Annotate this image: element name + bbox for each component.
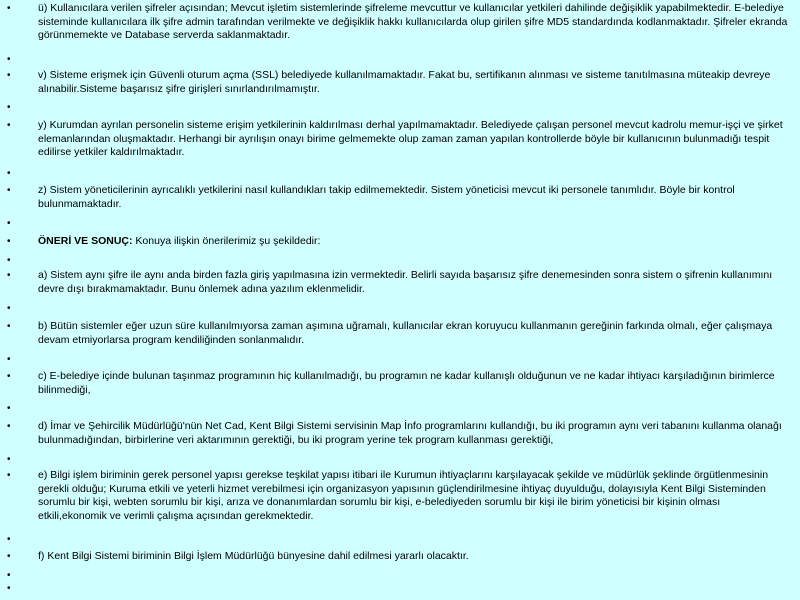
bullet-dot-icon: • [7,70,11,81]
paragraph-text: b) Bütün sistemler eğer uzun süre kullanılmıyorsa zaman aşımına uğramalı, kullanıcılar ekran koruyucu kullanmanın gereğinin farkında olmalı, eğer çalışmaya devam etmiyorlarsa program kendiliğinden sonlanmalıdır. [38,320,773,346]
list-item-text [38,420,790,447]
bullet-dot-icon: • [7,403,11,414]
bullet-dot-icon: • [7,120,11,131]
list-item-text [38,119,790,160]
paragraph-text: v) Sisteme erişmek için Güvenli oturum açma (SSL) belediyede kullanılmamaktadır. Fakat bu, sertifikanın alınması ve sisteme tanıtılmasına müteakip devreye alınabilir.Sisteme başarısız şifre girişleri sınırlandırılmamıştır. [38,69,771,95]
list-item-text [38,550,790,564]
bullet-dot-icon: • [7,371,11,382]
paragraph-text: f) Kent Bilgi Sistemi biriminin Bilgi İşlem Müdürlüğü bünyesine dahil edilmesi yararlı olacaktır. [38,550,469,562]
bullet-dot-icon: • [7,470,11,481]
paragraph-text: e) Bilgi işlem biriminin gerek personel yapısı gerekse teşkilat yapısı itibari ile Kurumun ihtiyaçlarını karşılayacak şekilde ve müdürlük şeklinde örgütlenmesinin gerekli olduğu; Kuruma etkili ve yeterli hizmet verebilmesi için organizasyon yapısının güçlendirilmesine ihtiyaç duyulduğu, dolayısıyla Kent Bilgi Sisteminden sorumlu bir kişi, webten sorumlu bir kişi, arıza ve donanımlardan sorumlu bir kişi, e-belediyeden sorumlu bir kişi ile birim yöneticisi bir kişinin olması etkili,ekonomik ve verimli çalışma açısından gerekmektedir. [38,469,769,522]
paragraph-text: Konuya ilişkin önerilerimiz şu şekildedir: [132,235,321,247]
bullet-dot-icon: • [7,583,11,594]
list-item-text [38,69,790,96]
bullet-dot-icon: • [7,270,11,281]
bullet-dot-icon: • [7,303,11,314]
bullet-dot-icon: • [7,3,11,14]
bullet-dot-icon: • [7,321,11,332]
bullet-dot-icon: • [7,454,11,465]
list-item-text [38,2,790,43]
bullet-dot-icon: • [7,255,11,266]
bullet-dot-icon: • [7,534,11,545]
bullet-dot-icon: • [7,354,11,365]
paragraph-text: z) Sistem yöneticilerinin ayrıcalıklı yetkilerini nasıl kullandıkları takip edilmemektedir. Sistem yöneticisi mevcut iki personele tanımlıdır. Böyle bir kontrol bulunmamaktadır. [38,184,735,210]
bullet-dot-icon: • [7,54,11,65]
paragraph-text: a) Sistem aynı şifre ile aynı anda birden fazla giriş yapılmasına izin vermektedir. Belirli sayıda başarısız şifre denemesinden sonra sistem o şifrenin kullanımını devre dışı bırakmamaktadır. Bunu önlemek adına yazılım eklenmelidir. [38,269,773,295]
bullet-dot-icon: • [7,551,11,562]
bullet-dot-icon: • [7,218,11,229]
paragraph-text: ü) Kullanıcılara verilen şifreler açısından; Mevcut işletim sistemlerinde şifreleme mevcuttur ve kullanıcılar yetkileri dahilinde değişiklik yapabilmektedir. E-belediye sisteminde kullanıcılara ilk şifre admin tarafından verilmekte ve değişiklik hakkı kullanıcılarda olup girilen şifre MD5 standardında kodlanmaktadır. Şifreler ekranda görünmemekte ve Database serverda saklanmaktadır. [38,2,788,41]
paragraph-text: y) Kurumdan ayrılan personelin sisteme erişim yetkilerinin kaldırılması derhal yapılmamaktadır. Belediyede çalışan personel mevcut kadrolu memur-işçi ve şirket elemanlarından oluşmaktadır. Herhangi bir ayrılışın onayı birime gelmemekte olup zaman zaman yapılan kontrollerde böyle bir kullanıcının bulunmadığı tespit edilirse yetkiler kaldırılmaktadır. [38,119,783,158]
bullet-dot-icon: • [7,421,11,432]
bullet-dot-icon: • [7,168,11,179]
list-item-text [38,469,790,523]
bullet-dot-icon: • [7,185,11,196]
paragraph-text: c) E-belediye içinde bulunan taşınmaz programının hiç kullanılmadığı, bu programın ne kadar kullanışlı olduğunun ve ne kadar ihtiyacı karşıladığının birimlerce bilinmediği, [38,370,775,396]
bullet-dot-icon: • [7,236,11,247]
list-item-text [38,184,790,211]
list-item-text [38,320,790,347]
list-item-text [38,269,790,296]
bullet-dot-icon: • [7,102,11,113]
list-item-text [38,235,790,249]
list-item-text [38,370,790,397]
bullet-dot-icon: • [7,570,11,581]
section-heading: ÖNERİ VE SONUÇ: [38,235,133,247]
paragraph-text: d) İmar ve Şehircilik Müdürlüğü'nün Net Cad, Kent Bilgi Sistemi servisinin Map İnfo programlarını kullandığı, bu iki programın aynı veri tabanını kullanma olanağı bulunmadığından, birbirlerine veri aktarımının gerektiği, bu iki program yerine tek program kullanması gerektiği, [38,420,782,446]
